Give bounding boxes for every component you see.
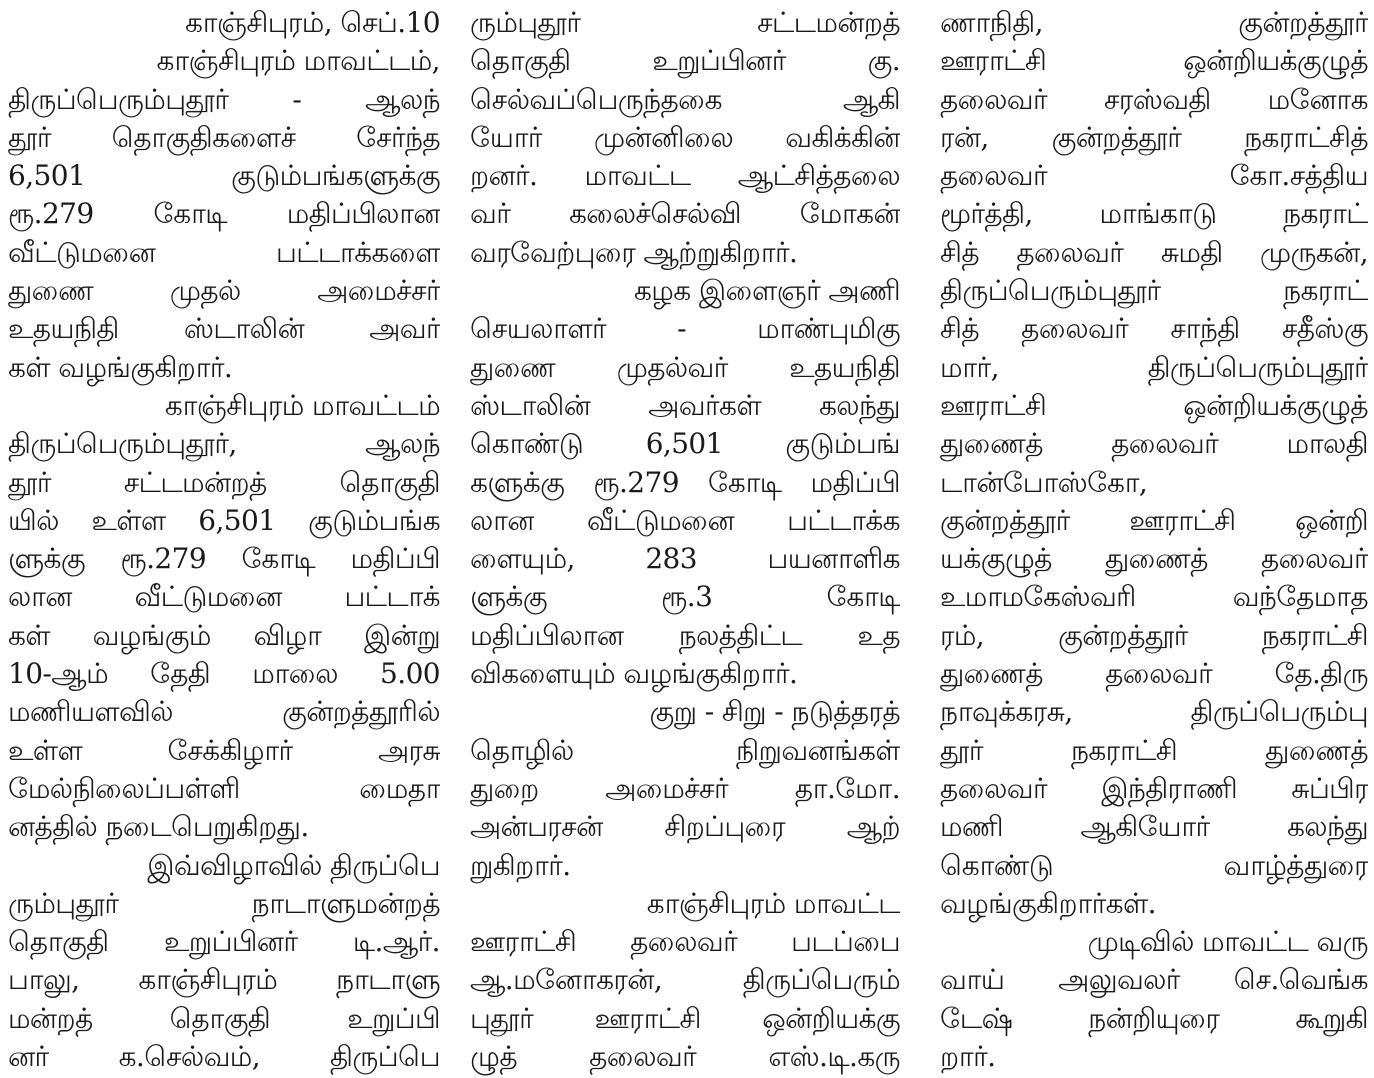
text-line: களுக்கு ரூ.279 கோடி மதிப்பி <box>470 465 900 499</box>
text-line: உதயநிதி ஸ்டாலின் அவர் <box>8 312 440 346</box>
text-line: முடிவில் மாவட்ட வரு <box>1087 925 1368 959</box>
text-line: ஊராட்சி தலைவர் படப்பை <box>470 925 900 959</box>
text-line: மன்றத் தொகுதி உறுப்பி <box>8 1001 440 1035</box>
text-line: ளையும், 283 பயனாளிக <box>470 542 900 576</box>
text-line: மணி ஆகியோர் கலந்து <box>940 810 1368 844</box>
text-line: மூர்த்தி, மாங்காடு நகராட் <box>940 197 1368 231</box>
text-line: செயலாளர் - மாண்புமிகு <box>470 312 900 346</box>
text-line: காஞ்சிபுரம் மாவட்டம் <box>164 388 440 422</box>
text-line: துணை முதல்வர் உதயநிதி <box>470 350 900 384</box>
text-line: நாவுக்கரசு, திருப்பெரும்பு <box>940 695 1368 729</box>
text-line: துணை முதல் அமைச்சர் <box>8 274 440 308</box>
text-line: உள்ள சேக்கிழார் அரசு <box>8 733 440 767</box>
text-line: உமாமகேஸ்வரி வந்தேமாத <box>940 580 1368 614</box>
text-line: றனர். மாவட்ட ஆட்சித்தலை <box>470 159 900 193</box>
text-line: தலைவர் இந்திராணி சுப்பிர <box>940 771 1368 805</box>
text-line: றார். <box>940 1040 996 1074</box>
text-line: தொகுதி உறுப்பினர் டி.ஆர். <box>8 925 440 959</box>
text-line: ரும்புதூர் சட்டமன்றத் <box>470 6 900 39</box>
text-line: டேஷ் நன்றியுரை கூறுகி <box>940 1001 1368 1035</box>
text-line: 10-ஆம் தேதி மாலை 5.00 <box>8 657 440 691</box>
text-line: ஆ.மனோகரன், திருப்பெரும் <box>470 963 900 997</box>
text-line: வர் கலைச்செல்வி மோகன் <box>470 197 900 231</box>
text-line: வழங்குகிறார்கள். <box>940 886 1156 920</box>
article-column-1 <box>8 4 440 1076</box>
text-line: துணைத் தலைவர் மாலதி <box>940 427 1368 461</box>
text-line: லான வீட்டுமனை பட்டாக் <box>8 580 440 614</box>
text-line: லான வீட்டுமனை பட்டாக்க <box>470 503 900 537</box>
text-line: ளுக்கு ரூ.279 கோடி மதிப்பி <box>8 542 440 576</box>
text-line: கள் வழங்குகிறார். <box>8 350 233 384</box>
text-line: குன்றத்தூர் ஊராட்சி ஒன்றி <box>940 503 1368 537</box>
text-line: வரவேற்புரை ஆற்றுகிறார். <box>470 235 798 269</box>
text-line: பாலு, காஞ்சிபுரம் நாடாளு <box>8 963 440 997</box>
text-line: இவ்விழாவில் திருப்பெ <box>147 848 440 882</box>
text-line: சித் தலைவர் சுமதி முருகன், <box>940 235 1368 269</box>
text-line: காஞ்சிபுரம், செப்.10 <box>184 6 440 39</box>
text-line: குறு - சிறு - நடுத்தரத் <box>649 695 900 729</box>
text-line: கள் வழங்கும் விழா இன்று <box>8 618 440 652</box>
text-line: திருப்பெரும்புதூர் - ஆலந் <box>8 82 440 116</box>
text-line: னர் க.செல்வம், திருப்பெ <box>8 1040 440 1074</box>
text-line: தூர் நகராட்சி துணைத் <box>940 733 1368 767</box>
text-line: தொகுதி உறுப்பினர் கு. <box>470 44 900 78</box>
text-line: டான்போஸ்கோ, <box>940 465 1148 499</box>
text-line: 6,501 குடும்பங்களுக்கு <box>8 159 440 193</box>
text-line: புதூர் ஊராட்சி ஒன்றியக்கு <box>470 1001 900 1035</box>
text-line: தலைவர் கோ.சத்திய <box>940 159 1368 193</box>
text-line: அன்பரசன் சிறப்புரை ஆற் <box>470 810 900 844</box>
text-line: தொழில் நிறுவனங்கள் <box>470 733 900 767</box>
text-line: துறை அமைச்சர் தா.மோ. <box>470 771 900 805</box>
text-line: ரன், குன்றத்தூர் நகராட்சித் <box>940 120 1368 154</box>
text-line: தூர் தொகுதிகளைச் சேர்ந்த <box>8 120 440 154</box>
text-line: காஞ்சிபுரம் மாவட்ட <box>646 886 900 920</box>
text-line: ரும்புதூர் நாடாளுமன்றத் <box>8 886 440 920</box>
text-line: வாய் அலுவலர் செ.வெங்க <box>940 963 1368 997</box>
text-line: திருப்பெரும்புதூர் நகராட் <box>940 274 1368 308</box>
text-line: செல்வப்பெருந்தகை ஆகி <box>470 82 900 116</box>
text-line: யக்குழுத் துணைத் தலைவர் <box>940 542 1368 576</box>
text-line: ரூ.279 கோடி மதிப்பிலான <box>8 197 440 231</box>
text-line: யில் உள்ள 6,501 குடும்பங்க <box>8 503 440 537</box>
text-line: திருப்பெரும்புதூர், ஆலந் <box>8 427 440 461</box>
text-line: தூர் சட்டமன்றத் தொகுதி <box>8 465 440 499</box>
text-line: தலைவர் சரஸ்வதி மனோக <box>940 82 1368 116</box>
text-line: காஞ்சிபுரம் மாவட்டம், <box>156 44 440 78</box>
text-line: கொண்டு வாழ்த்துரை <box>940 848 1368 882</box>
text-line: கொண்டு 6,501 குடும்பங் <box>470 427 900 461</box>
text-line: ளுக்கு ரூ.3 கோடி <box>470 580 900 614</box>
article-column-3 <box>940 4 1368 1076</box>
text-line: கழக இளைஞர் அணி <box>633 274 900 308</box>
text-line: ஊராட்சி ஒன்றியக்குழுத் <box>940 44 1368 78</box>
text-line: மேல்நிலைப்பள்ளி மைதா <box>8 771 440 805</box>
text-line: ணாநிதி, குன்றத்தூர் <box>940 6 1368 39</box>
text-line: துணைத் தலைவர் தே.திரு <box>940 657 1368 691</box>
text-line: ஸ்டாலின் அவர்கள் கலந்து <box>470 388 900 422</box>
text-line: வீட்டுமனை பட்டாக்களை <box>8 235 440 269</box>
text-line: மணியளவில் குன்றத்தூரில் <box>8 695 440 729</box>
text-line: யோர் முன்னிலை வகிக்கின் <box>470 120 900 154</box>
text-line: றுகிறார். <box>470 848 571 882</box>
text-line: ஊராட்சி ஒன்றியக்குழுத் <box>940 388 1368 422</box>
article-column-2 <box>470 4 900 1076</box>
text-line: னத்தில் நடைபெறுகிறது. <box>8 810 309 844</box>
text-line: மதிப்பிலான நலத்திட்ட உத <box>470 618 900 652</box>
text-line: விகளையும் வழங்குகிறார். <box>470 657 798 691</box>
text-line: ழுத் தலைவர் எஸ்.டி.கரு <box>470 1040 900 1074</box>
text-line: ரம், குன்றத்தூர் நகராட்சி <box>940 618 1368 652</box>
text-line: சித் தலைவர் சாந்தி சதீஸ்கு <box>940 312 1368 346</box>
text-line: மார், திருப்பெரும்புதூர் <box>940 350 1368 384</box>
